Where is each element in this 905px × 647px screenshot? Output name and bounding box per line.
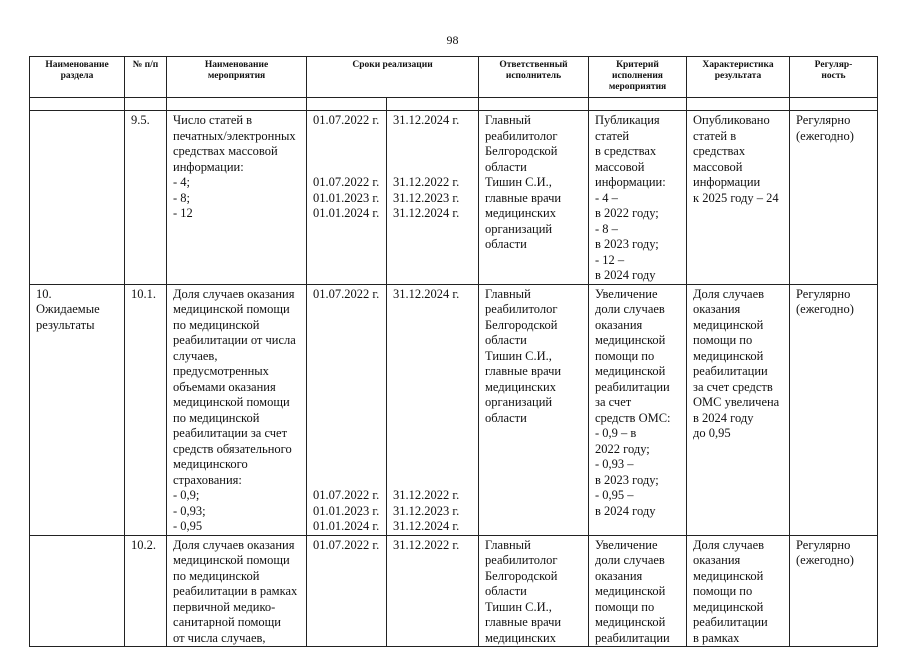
table-row — [30, 535, 878, 647]
executor-cell: Главный реабилитолог Белгородской области Тишин С.И., главные врачи медицинских организаций области — [479, 284, 589, 535]
header-measure: Наименование мероприятия — [167, 57, 307, 98]
section-cell — [30, 535, 125, 647]
criterion-cell: Увеличение доли случаев оказания медицинской помощи по медицинской реабилитации за счет средств ОМС: - 0,9 – в 2022 году; - 0,93 – в 2023 году; - 0,95 – в 2024 году — [589, 284, 687, 535]
result-cell: Доля случаев оказания медицинской помощи по медицинской реабилитации за счет средств ОМС увеличена в 2024 году до 0,95 — [687, 284, 790, 535]
num-cell: 10.2. — [125, 535, 167, 647]
end-date-cell: 31.12.2024 г. 31.12.2022 г. 31.12.2023 г. 31.12.2024 г. — [387, 284, 479, 535]
header-period: Сроки реализации — [307, 57, 479, 98]
measure-cell: Число статей в печатных/электронных средствах массовой информации: - 4; - 8; - 12 — [167, 111, 307, 285]
result-cell: Доля случаев оказания медицинской помощи по медицинской реабилитации в рамках — [687, 535, 790, 647]
header-executor: Ответственный исполнитель — [479, 57, 589, 98]
start-date-cell: 01.07.2022 г. 01.07.2022 г. 01.01.2023 г. 01.01.2024 г. — [307, 284, 387, 535]
spacer-row — [30, 98, 878, 111]
header-criterion: Критерий исполнения мероприятия — [589, 57, 687, 98]
num-cell: 9.5. — [125, 111, 167, 285]
num-cell: 10.1. — [125, 284, 167, 535]
measure-cell: Доля случаев оказания медицинской помощи по медицинской реабилитации от числа случаев, предусмотренных объемами оказания медицинской помощи по медицинской реабилитации за счет средств обязательного медицинского страхования: - 0,9; - 0,93; - 0,95 — [167, 284, 307, 535]
table-row — [30, 111, 878, 285]
executor-cell: Главный реабилитолог Белгородской области Тишин С.И., главные врачи медицинских организаций области — [479, 111, 589, 285]
header-result: Характеристика результата — [687, 57, 790, 98]
section-cell — [30, 111, 125, 285]
header-regularity: Регуляр- ность — [790, 57, 878, 98]
regularity-cell: Регулярно (ежегодно) — [790, 284, 878, 535]
section-cell: 10. Ожидаемые результаты — [30, 284, 125, 535]
regularity-cell: Регулярно (ежегодно) — [790, 111, 878, 285]
header-section: Наименование раздела — [30, 57, 125, 98]
header-row — [30, 57, 878, 98]
measures-table — [29, 56, 878, 647]
table-row — [30, 284, 878, 535]
measure-cell: Доля случаев оказания медицинской помощи по медицинской реабилитации в рамках первичной медико- санитарной помощи от числа случаев, — [167, 535, 307, 647]
end-date-cell: 31.12.2022 г. — [387, 535, 479, 647]
start-date-cell: 01.07.2022 г. — [307, 535, 387, 647]
result-cell: Опубликовано статей в средствах массовой информации к 2025 году – 24 — [687, 111, 790, 285]
start-date-cell: 01.07.2022 г. 01.07.2022 г. 01.01.2023 г. 01.01.2024 г. — [307, 111, 387, 285]
end-date-cell: 31.12.2024 г. 31.12.2022 г. 31.12.2023 г. 31.12.2024 г. — [387, 111, 479, 285]
regularity-cell: Регулярно (ежегодно) — [790, 535, 878, 647]
criterion-cell: Увеличение доли случаев оказания медицинской помощи по медицинской реабилитации — [589, 535, 687, 647]
criterion-cell: Публикация статей в средствах массовой информации: - 4 – в 2022 году; - 8 – в 2023 году; - 12 – в 2024 году — [589, 111, 687, 285]
header-num: № п/п — [125, 57, 167, 98]
page-number: 98 — [446, 33, 459, 47]
executor-cell: Главный реабилитолог Белгородской области Тишин С.И., главные врачи медицинских — [479, 535, 589, 647]
